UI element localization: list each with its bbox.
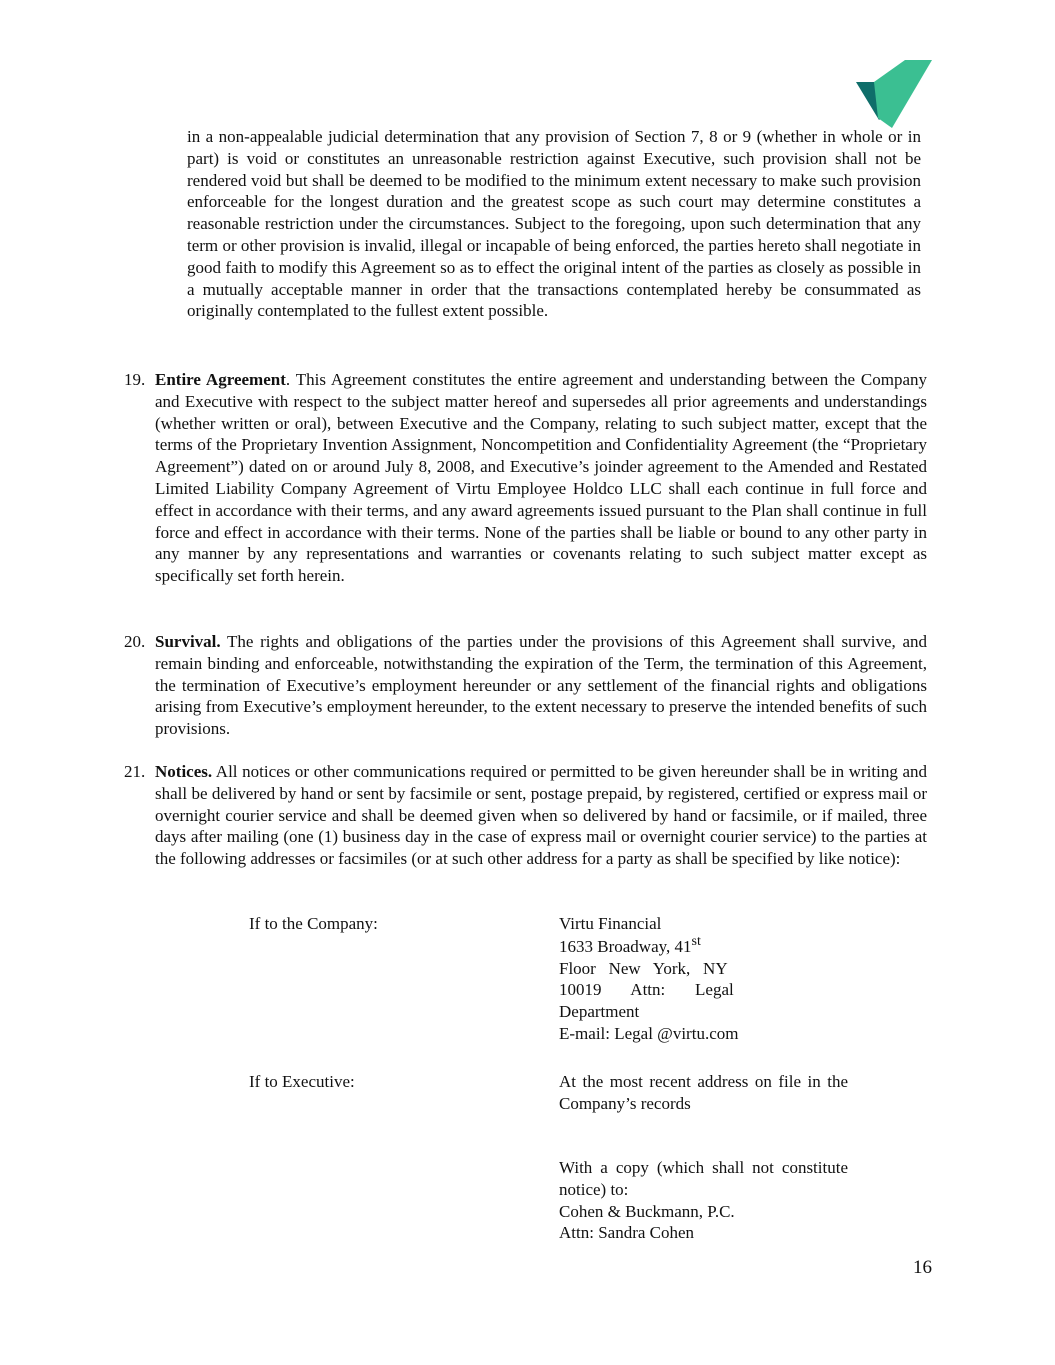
- section-heading: Survival.: [155, 632, 221, 651]
- section-heading: Notices.: [155, 762, 213, 781]
- section-21: [124, 761, 927, 870]
- section-number: 21.: [124, 762, 146, 781]
- section-body: [155, 631, 927, 740]
- law-firm: Cohen & Buckmann, P.C.: [559, 1201, 735, 1221]
- section-text: . This Agreement constitutes the entire agreement and understanding between the Company and Executive with respect to the subject matter hereof and supersedes all prior agreements and understandings (whether written or oral), between Executive and the Company, relating to such subject matter, except that the terms of the Proprietary Invention Assignment, Noncompetition and Confidentiality Agreement (the “Proprietary Agreement”) dated on or around July 8, 2008, and Executive’s joinder agreement to the Amended and Restated Limited Liability Company Agreement of Virtu Employee Holdco LLC shall each continue in full force and effect in accordance with their terms, and any award agreements issued pursuant to the Plan shall continue in full force and effect in accordance with their terms. None of the parties shall be liable or bound to any other party in any manner by any representations and warranties or covenants relating to such subject matter except as specifically set forth herein.: [155, 370, 928, 586]
- section-19: [124, 369, 927, 587]
- section-text: The rights and obligations of the parties under the provisions of this Agreement shall survive, and remain binding and enforceable, notwithstanding the expiration of the Term, the termination of this Agreement, the termination of Executive’s employment hereunder or any settlement of the financial rights and obligations arising from Executive’s employment hereunder, to the extent necessary to preserve the intended benefits of such provisions.: [155, 632, 927, 739]
- copy-line: With a copy (which shall not constitute notice) to:: [559, 1158, 848, 1199]
- section-number: 20.: [124, 632, 146, 651]
- company-address-line2: Floor New York, NY: [559, 958, 728, 978]
- copy-notice: [559, 1157, 848, 1244]
- section-20: [124, 631, 927, 740]
- logo-light-stroke: [874, 60, 932, 128]
- section-number: 19.: [124, 370, 146, 389]
- company-address: [559, 913, 848, 1045]
- page-number: 16: [913, 1257, 932, 1278]
- company-email: E-mail: Legal @virtu.com: [559, 1023, 739, 1043]
- executive-label: If to Executive:: [249, 1072, 355, 1091]
- company-address-line3: 10019 Attn: Legal: [559, 980, 734, 1000]
- virtu-logo: [856, 60, 932, 128]
- section-heading: Entire Agreement: [155, 370, 286, 389]
- company-label: If to the Company:: [249, 914, 378, 933]
- section-text: All notices or other communications required or permitted to be given hereunder shall be in writing and shall be delivered by hand or sent by facsimile or sent, postage prepaid, by registered, certified or express mail or overnight courier service and shall be deemed given when so delivered by hand or facsimile, or if mailed, three days after mailing (one (1) business day in the case of express mail or overnight courier service) to the parties at the following addresses or facsimiles (or at such other address for a party as shall be specified by like notice):: [155, 762, 927, 869]
- company-address-line1: 1633 Broadway, 41st: [559, 933, 701, 956]
- company-address-line4: Department: [559, 1002, 640, 1022]
- attention-line: Attn: Sandra Cohen: [559, 1223, 695, 1243]
- company-name: Virtu Financial: [559, 914, 662, 933]
- continuation-paragraph: in a non-appealable judicial determination that any provision of Section 7, 8 or 9 (whether in whole or in part) is void or constitutes an unreasonable restriction against Executive, such provision shall not be rendered void but shall be deemed to be modified to the minimum extent necessary to make such provision enforceable for the longest duration and the greatest scope as such court may determine constitutes a reasonable restriction under the circumstances. Subject to the foregoing, upon such determination that any term or other provision is invalid, illegal or incapable of being enforced, the parties hereto shall negotiate in good faith to modify this Agreement so as to effect the original intent of the parties as closely as possible in a mutually acceptable manner in order that the transactions contemplated hereby be consummated as originally contemplated to the fullest extent possible.: [187, 127, 921, 321]
- section-body: [155, 761, 927, 870]
- section-body: [155, 369, 927, 587]
- executive-address: At the most recent address on file in the Company’s records: [559, 1072, 848, 1113]
